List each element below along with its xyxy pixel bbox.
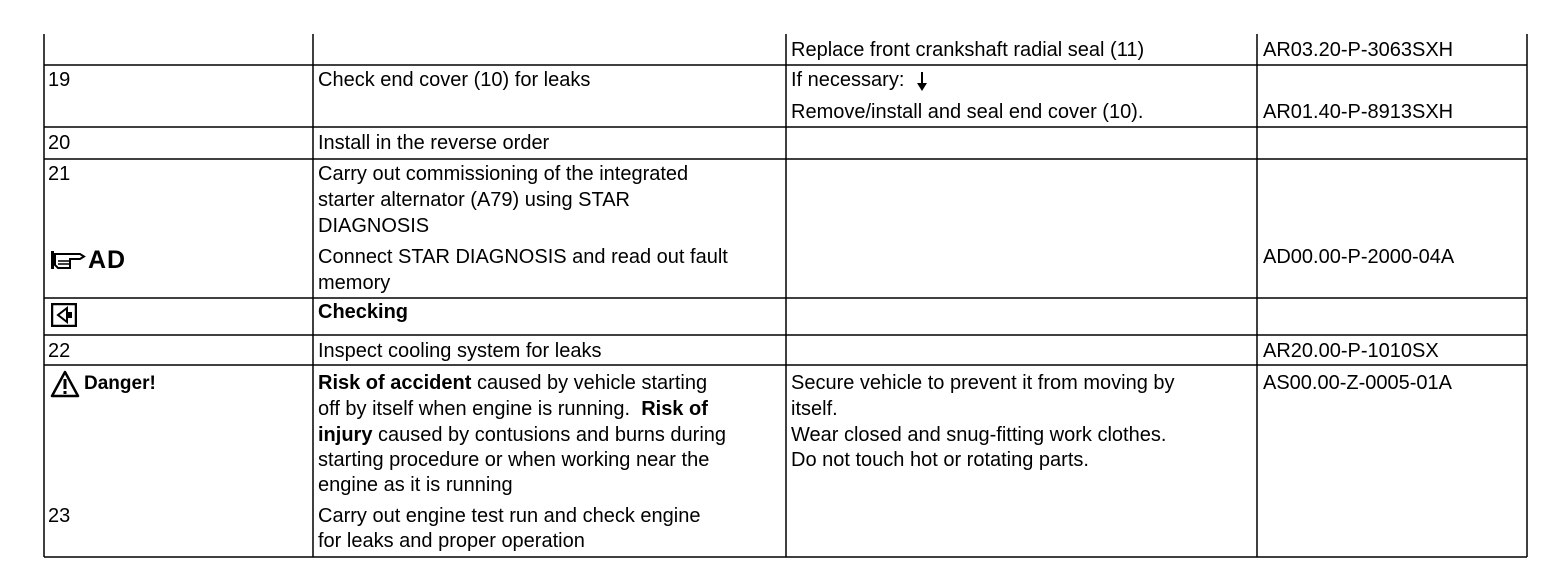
- arrow-down-icon: [916, 70, 928, 92]
- row21-task-line2: starter alternator (A79) using STAR: [318, 189, 630, 211]
- danger-line2-rest: off by itself when engine is running.: [318, 398, 631, 420]
- row21-sub-line1: Connect STAR DIAGNOSIS and read out fault: [318, 246, 728, 268]
- row21-task-line1: Carry out commissioning of the integrated: [318, 163, 689, 185]
- danger-line1: [318, 371, 707, 396]
- checking-heading: Checking: [318, 301, 409, 323]
- warning-triangle-icon: [50, 370, 80, 398]
- row0-ref: AR03.20-P-3063SXH: [1263, 39, 1454, 61]
- pointing-hand-icon: [50, 248, 86, 272]
- ad-label: AD: [88, 245, 127, 274]
- row20-task: Install in the reverse order: [318, 132, 550, 154]
- ad-indicator: [50, 246, 126, 274]
- danger-work-line3: Wear closed and snug-fitting work clothes.: [791, 424, 1167, 446]
- row21-task-line3: DIAGNOSIS: [318, 215, 430, 237]
- row21-sub-line2: memory: [318, 272, 391, 294]
- row23-task-line2: for leaks and proper operation: [318, 530, 585, 552]
- danger-work-line1: Secure vehicle to prevent it from moving by: [791, 372, 1175, 394]
- row19-ref: AR01.40-P-8913SXH: [1263, 101, 1454, 123]
- danger-line3-rest: caused by contusions and burns during: [372, 424, 727, 446]
- row19-note2: Remove/install and seal end cover (10).: [791, 101, 1144, 123]
- danger-line3: [318, 423, 726, 448]
- danger-work-line4: Do not touch hot or rotating parts.: [791, 449, 1089, 471]
- row19-task: Check end cover (10) for leaks: [318, 69, 591, 91]
- row19-note-text: If necessary:: [791, 69, 905, 91]
- danger-line4: starting procedure or when working near the: [318, 449, 710, 471]
- row22-ref: AR20.00-P-1010SX: [1263, 340, 1439, 362]
- danger-accident-bold: Risk of accident: [318, 372, 472, 394]
- row22-task: Inspect cooling system for leaks: [318, 340, 602, 362]
- danger-line2: [318, 397, 708, 422]
- danger-label: Danger!: [84, 373, 156, 394]
- row20-step: 20: [48, 132, 71, 154]
- danger-injury-bold2: injury: [318, 424, 373, 446]
- row23-task-line1: Carry out engine test run and check engine: [318, 505, 701, 527]
- row0-work: Replace front crankshaft radial seal (11): [791, 39, 1145, 61]
- checking-indicator: [51, 303, 77, 332]
- danger-indicator: [50, 370, 156, 398]
- row21-ref: AD00.00-P-2000-04A: [1263, 246, 1455, 268]
- danger-ref: AS00.00-Z-0005-01A: [1263, 372, 1453, 394]
- check-speaker-icon: [51, 303, 77, 327]
- row21-step: 21: [48, 163, 71, 185]
- danger-work-line2: itself.: [791, 398, 838, 420]
- row19-step: 19: [48, 69, 71, 91]
- row19-note: [791, 68, 928, 93]
- danger-injury-bold: Risk of: [641, 398, 708, 420]
- danger-line1-rest: caused by vehicle starting: [471, 372, 708, 394]
- row23-step: 23: [48, 505, 71, 527]
- danger-line5: engine as it is running: [318, 474, 513, 496]
- row22-step: 22: [48, 340, 71, 362]
